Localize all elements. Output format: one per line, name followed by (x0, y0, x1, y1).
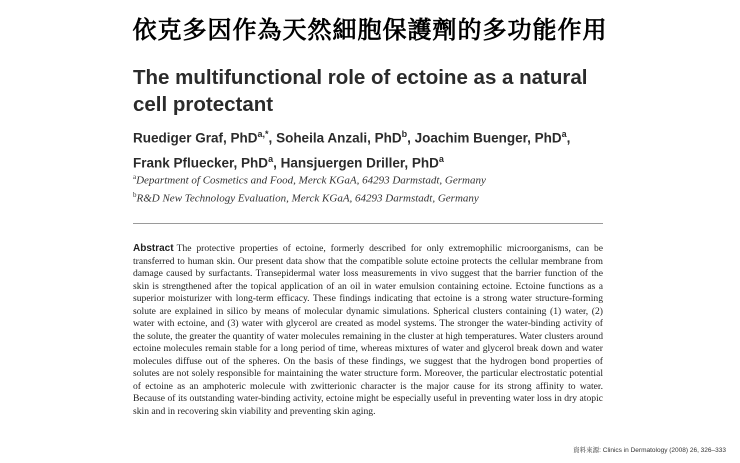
author-name: Ruediger Graf, PhD (133, 130, 258, 146)
affiliation-text: R&D New Technology Evaluation, Merck KGaA, 64293 Darmstadt, Germany (136, 192, 479, 205)
author-affiliation-mark: a (561, 129, 567, 139)
author-separator: , (566, 130, 571, 146)
author-line-1 (133, 124, 633, 149)
affiliation-mark: b (133, 190, 137, 199)
author-name: Joachim Buenger, PhD (414, 130, 562, 146)
source-citation: 資料來源: Clinics in Dermatology (2008) 26, 326–333 (573, 447, 726, 454)
author-separator: , (268, 130, 277, 146)
abstract-block (133, 243, 603, 418)
author-name: Hansjuergen Driller, PhD (280, 155, 439, 170)
author-name: Soheila Anzali, PhD (276, 130, 402, 146)
affiliations (133, 170, 653, 205)
author-affiliation-mark: a,* (257, 129, 269, 139)
author-affiliation-mark: b (401, 129, 408, 139)
abstract-label: Abstract (133, 243, 174, 254)
affiliation-text: Department of Cosmetics and Food, Merck KGaA, 64293 Darmstadt, Germany (136, 174, 486, 187)
slide-title: 依克多因作為天然細胞保護劑的多功能作用 (132, 16, 608, 44)
section-divider (133, 223, 603, 224)
paper-title-line-1: The multifunctional role of ectoine as a natural (133, 66, 588, 89)
author-affiliation-mark: a (438, 153, 444, 164)
paper-title (133, 64, 653, 118)
author-affiliation-mark: a (268, 153, 274, 164)
author-separator: , (273, 155, 281, 170)
abstract-text: The protective properties of ectoine, formerly described for only extremophilic microorganisms, can be transferred to human skin. Our present data show that the compatible solute ectoine protects the cellular membrane from damage caused by surfactants. Transepidermal water loss measurements in vivo suggest that the barrier function of the skin is strengthened after the topical application of an oil in water emulsion containing ectoine. Ectoine functions as a superior moisturizer with long-term efficacy. These findings indicating that ectoine is a strong water structure-forming solute are explained in silico by means of molecular dynamic simulations. Spherical clusters containing (1) water, (2) water with ectoine, and (3) water with glycerol are created as model systems. The stronger the water-binding activity of the solute, the greater the quantity of water molecules remaining in the cluster at high temperatures. Water clusters around ectoine molecules remain stable for a long period of time, whereas mixtures of water and glycerol break down and water molecules diffuse out of the spheres. On the basis of these findings, we suggest that the hydrogen bond properties of solutes are not solely responsible for maintaining the water structure form. Moreover, the particular electrostatic potential of ectoine as an amphoteric molecule with zwitterionic character is the major cause for its strong affinity to water. Because of its outstanding water-binding activity, ectoine might be especially useful in preventing water loss in dry atopic skin and in recovering skin viability and preventing skin aging. (133, 243, 603, 417)
affiliation-mark: a (133, 173, 137, 181)
paper-title-line-2: cell protectant (133, 93, 274, 116)
author-name: Frank Pfluecker, PhD (133, 155, 269, 170)
affiliation-item (133, 170, 653, 188)
affiliation-item (133, 188, 653, 206)
author-separator: , (407, 130, 415, 146)
author-list (133, 124, 633, 173)
